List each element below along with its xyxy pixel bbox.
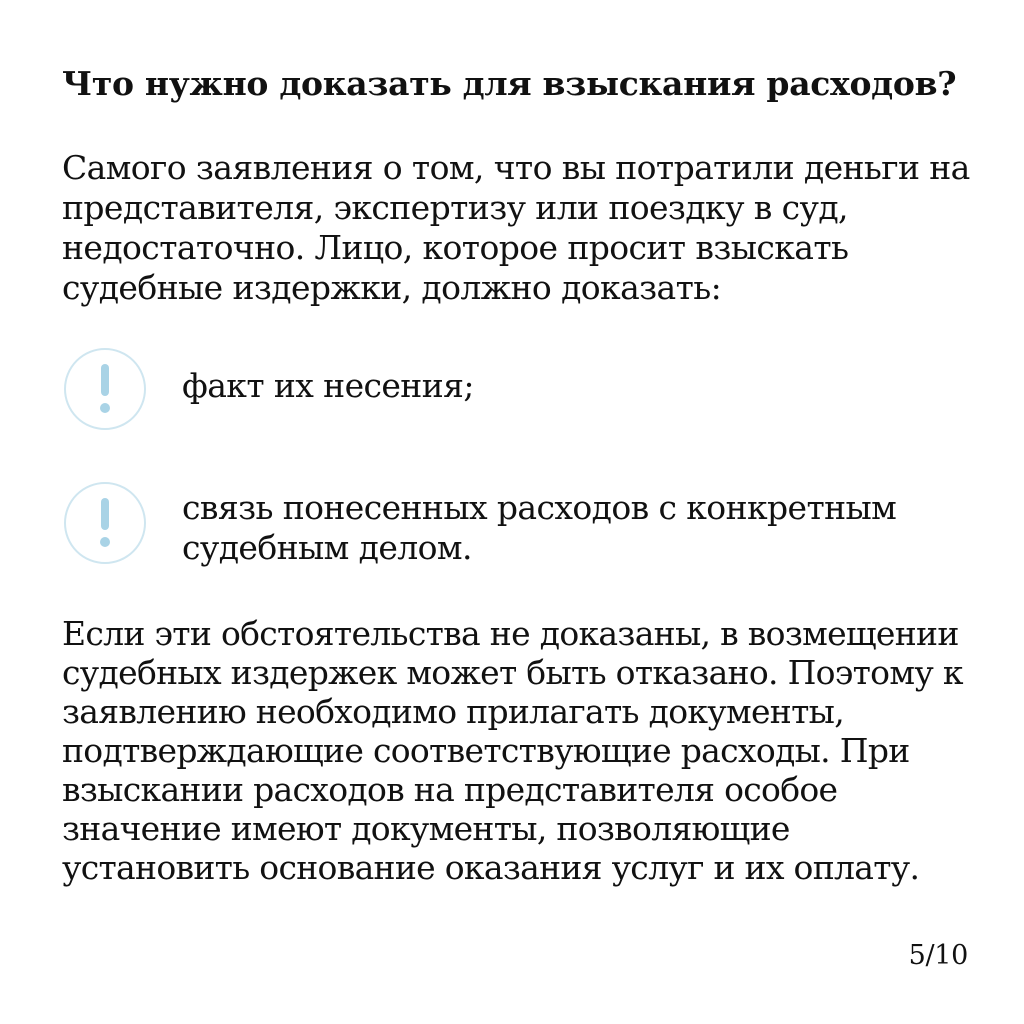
- bullet-item: [62, 346, 982, 432]
- page-title: Что нужно доказать для взыскания расходов?: [62, 64, 957, 103]
- outro-paragraph: Если эти обстоятельства не доказаны, в возмещении судебных издержек может быть отказано. Поэтому к заявлению необходимо прилагать документы, подтверждающие соответствующие расходы. При взыскании расходов на представителя особое значение имеют документы, позволяющие установить основание оказания услуг и их оплату.: [62, 614, 963, 887]
- bullet-item: [62, 480, 982, 568]
- bullet-text: факт их несения;: [182, 366, 474, 405]
- exclamation-circle-icon: [62, 346, 148, 432]
- exclamation-circle-icon: [62, 480, 148, 566]
- page-number: 5/10: [908, 940, 968, 971]
- bullet-text: связь понесенных расходов с конкретным судебным делом.: [182, 488, 897, 567]
- intro-paragraph: Самого заявления о том, что вы потратили деньги на представителя, экспертизу или поездку в суд, недостаточно. Лицо, которое просит взыскать судебные издержки, должно доказать:: [62, 148, 970, 307]
